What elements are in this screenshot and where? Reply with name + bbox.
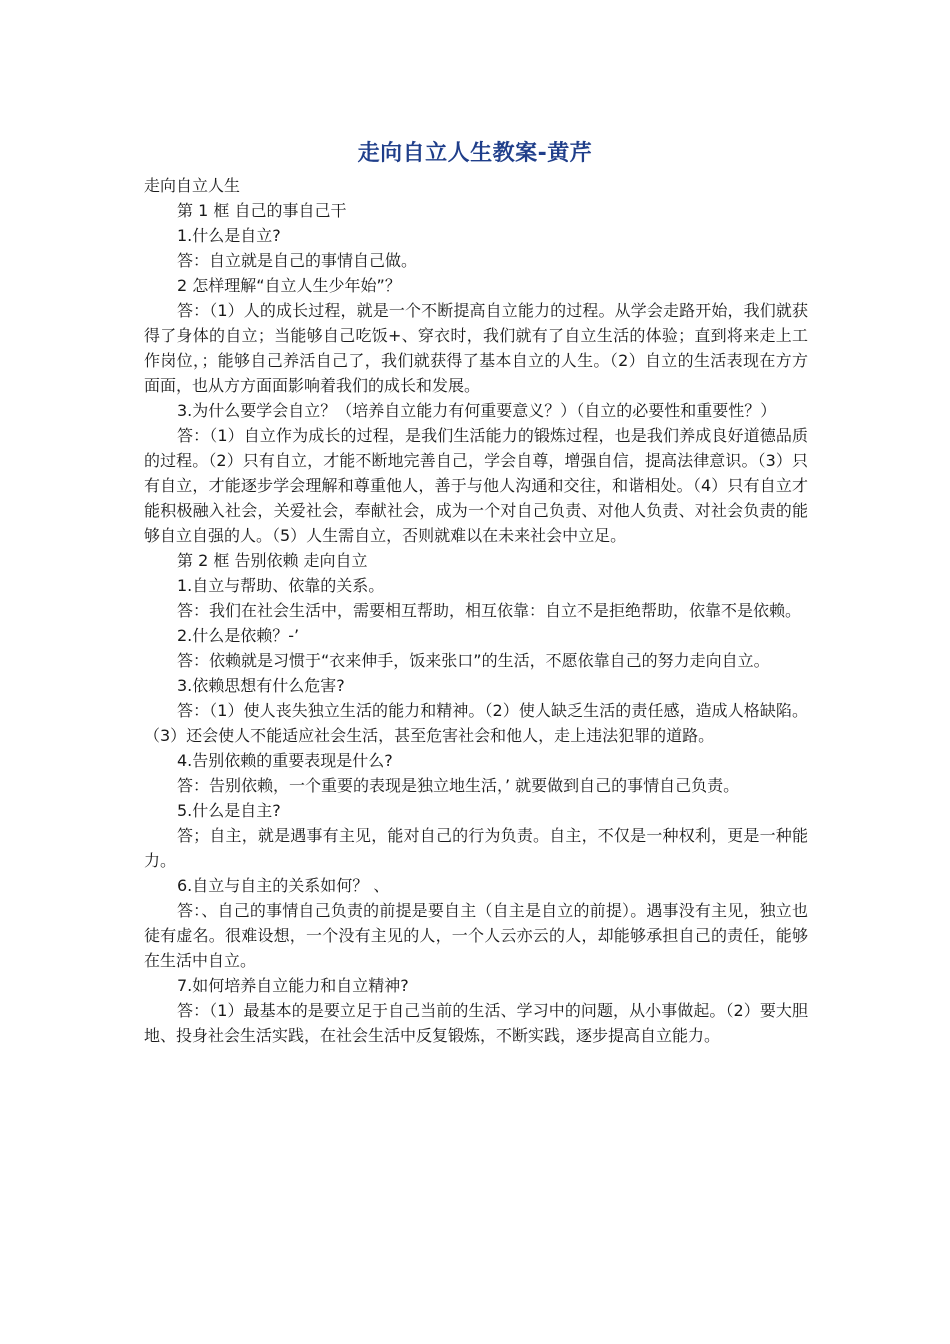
question: 7.如何培养自立能力和自立精神? [177,976,409,995]
document-body [144,173,808,1048]
answer: 答；自主，就是遇事有主见，能对自己的行为负责。自主，不仅是一种权利，更是一种能力。 [144,826,808,870]
question: 5.什么是自主? [177,801,281,820]
answer: 答：（1）最基本的是要立足于自己当前的生活、学习中的问题，从小事做起。（2）要大胆地、投身社会生活实践，在社会生活中反复锻炼，不断实践，逐步提高自立能力。 [144,1001,808,1045]
document-title: 走向自立人生教案-黄芹 [357,141,593,166]
question: 4.告别依赖的重要表现是什么? [177,751,393,770]
answer: 答：（1）使人丧失独立生活的能力和精神。（2）使人缺乏生活的责任感，造成人格缺陷。（3）还会使人不能适应社会生活，甚至危害社会和他人，走上违法犯罪的道路。 [144,701,808,745]
answer: 答：依赖就是习惯于“衣来伸手，饭来张口”的生活，不愿依靠自己的努力走向自立。 [177,651,770,670]
answer: 答：我们在社会生活中，需要相互帮助，相互依靠：自立不是拒绝帮助，依靠不是依赖。 [177,601,802,620]
question: 3.依赖思想有什么危害? [177,676,345,695]
question: 2.什么是依赖？-’ [177,626,300,645]
answer: 答：（1）自立作为成长的过程，是我们生活能力的锻炼过程，也是我们养成良好道德品质的过程。（2）只有自立，才能不断地完善自己，学会自尊，增强自信，提高法律意识。（3）只有自立，才能逐步学会理解和尊重他人，善于与他人沟通和交往，和谐相处。（4）只有自立才能积极融入社会，关爱社会，奉献社会，成为一个对自己负责、对他人负责、对社会负责的能够自立自强的人。（5）人生需自立，否则就难以在未来社会中立足。 [144,426,808,545]
question: 1.什么是自立? [177,226,281,245]
subsection-heading: 第 1 框 自己的事自己干 [177,201,347,220]
question: 2 怎样理解“自立人生少年始”？ [177,276,401,295]
answer: 答：（1）人的成长过程，就是一个不断提高自立能力的过程。从学会走路开始，我们就获得了身体的自立；当能够自己吃饭+、穿衣时，我们就有了自立生活的体验；直到将来走上工作岗位，；能够自己养活自己了，我们就获得了基本自立的人生。（2）自立的生活表现在方方面面，也从方方面面影响着我们的成长和发展。 [144,301,808,395]
question: 6.自立与自主的关系如何？ 、 [177,876,390,895]
answer: 答：自立就是自己的事情自己做。 [177,251,418,270]
subsection-heading: 第 2 框 告别依赖 走向自立 [177,551,368,570]
answer: 答：、自己的事情自己负责的前提是要自主（自主是自立的前提）。遇事没有主见，独立也徒有虚名。很难设想，一个没有主见的人，一个人云亦云的人，却能够承担自己的责任，能够在生活中自立。 [144,901,808,970]
question: 3.为什么要学会自立？（培养自立能力有何重要意义？）（自立的必要性和重要性？） [177,401,777,420]
section-heading: 走向自立人生 [144,176,241,195]
answer: 答：告别依赖，一个重要的表现是独立地生活，’ 就要做到自己的事情自己负责。 [177,776,740,795]
question: 1.自立与帮助、依靠的关系。 [177,576,385,595]
